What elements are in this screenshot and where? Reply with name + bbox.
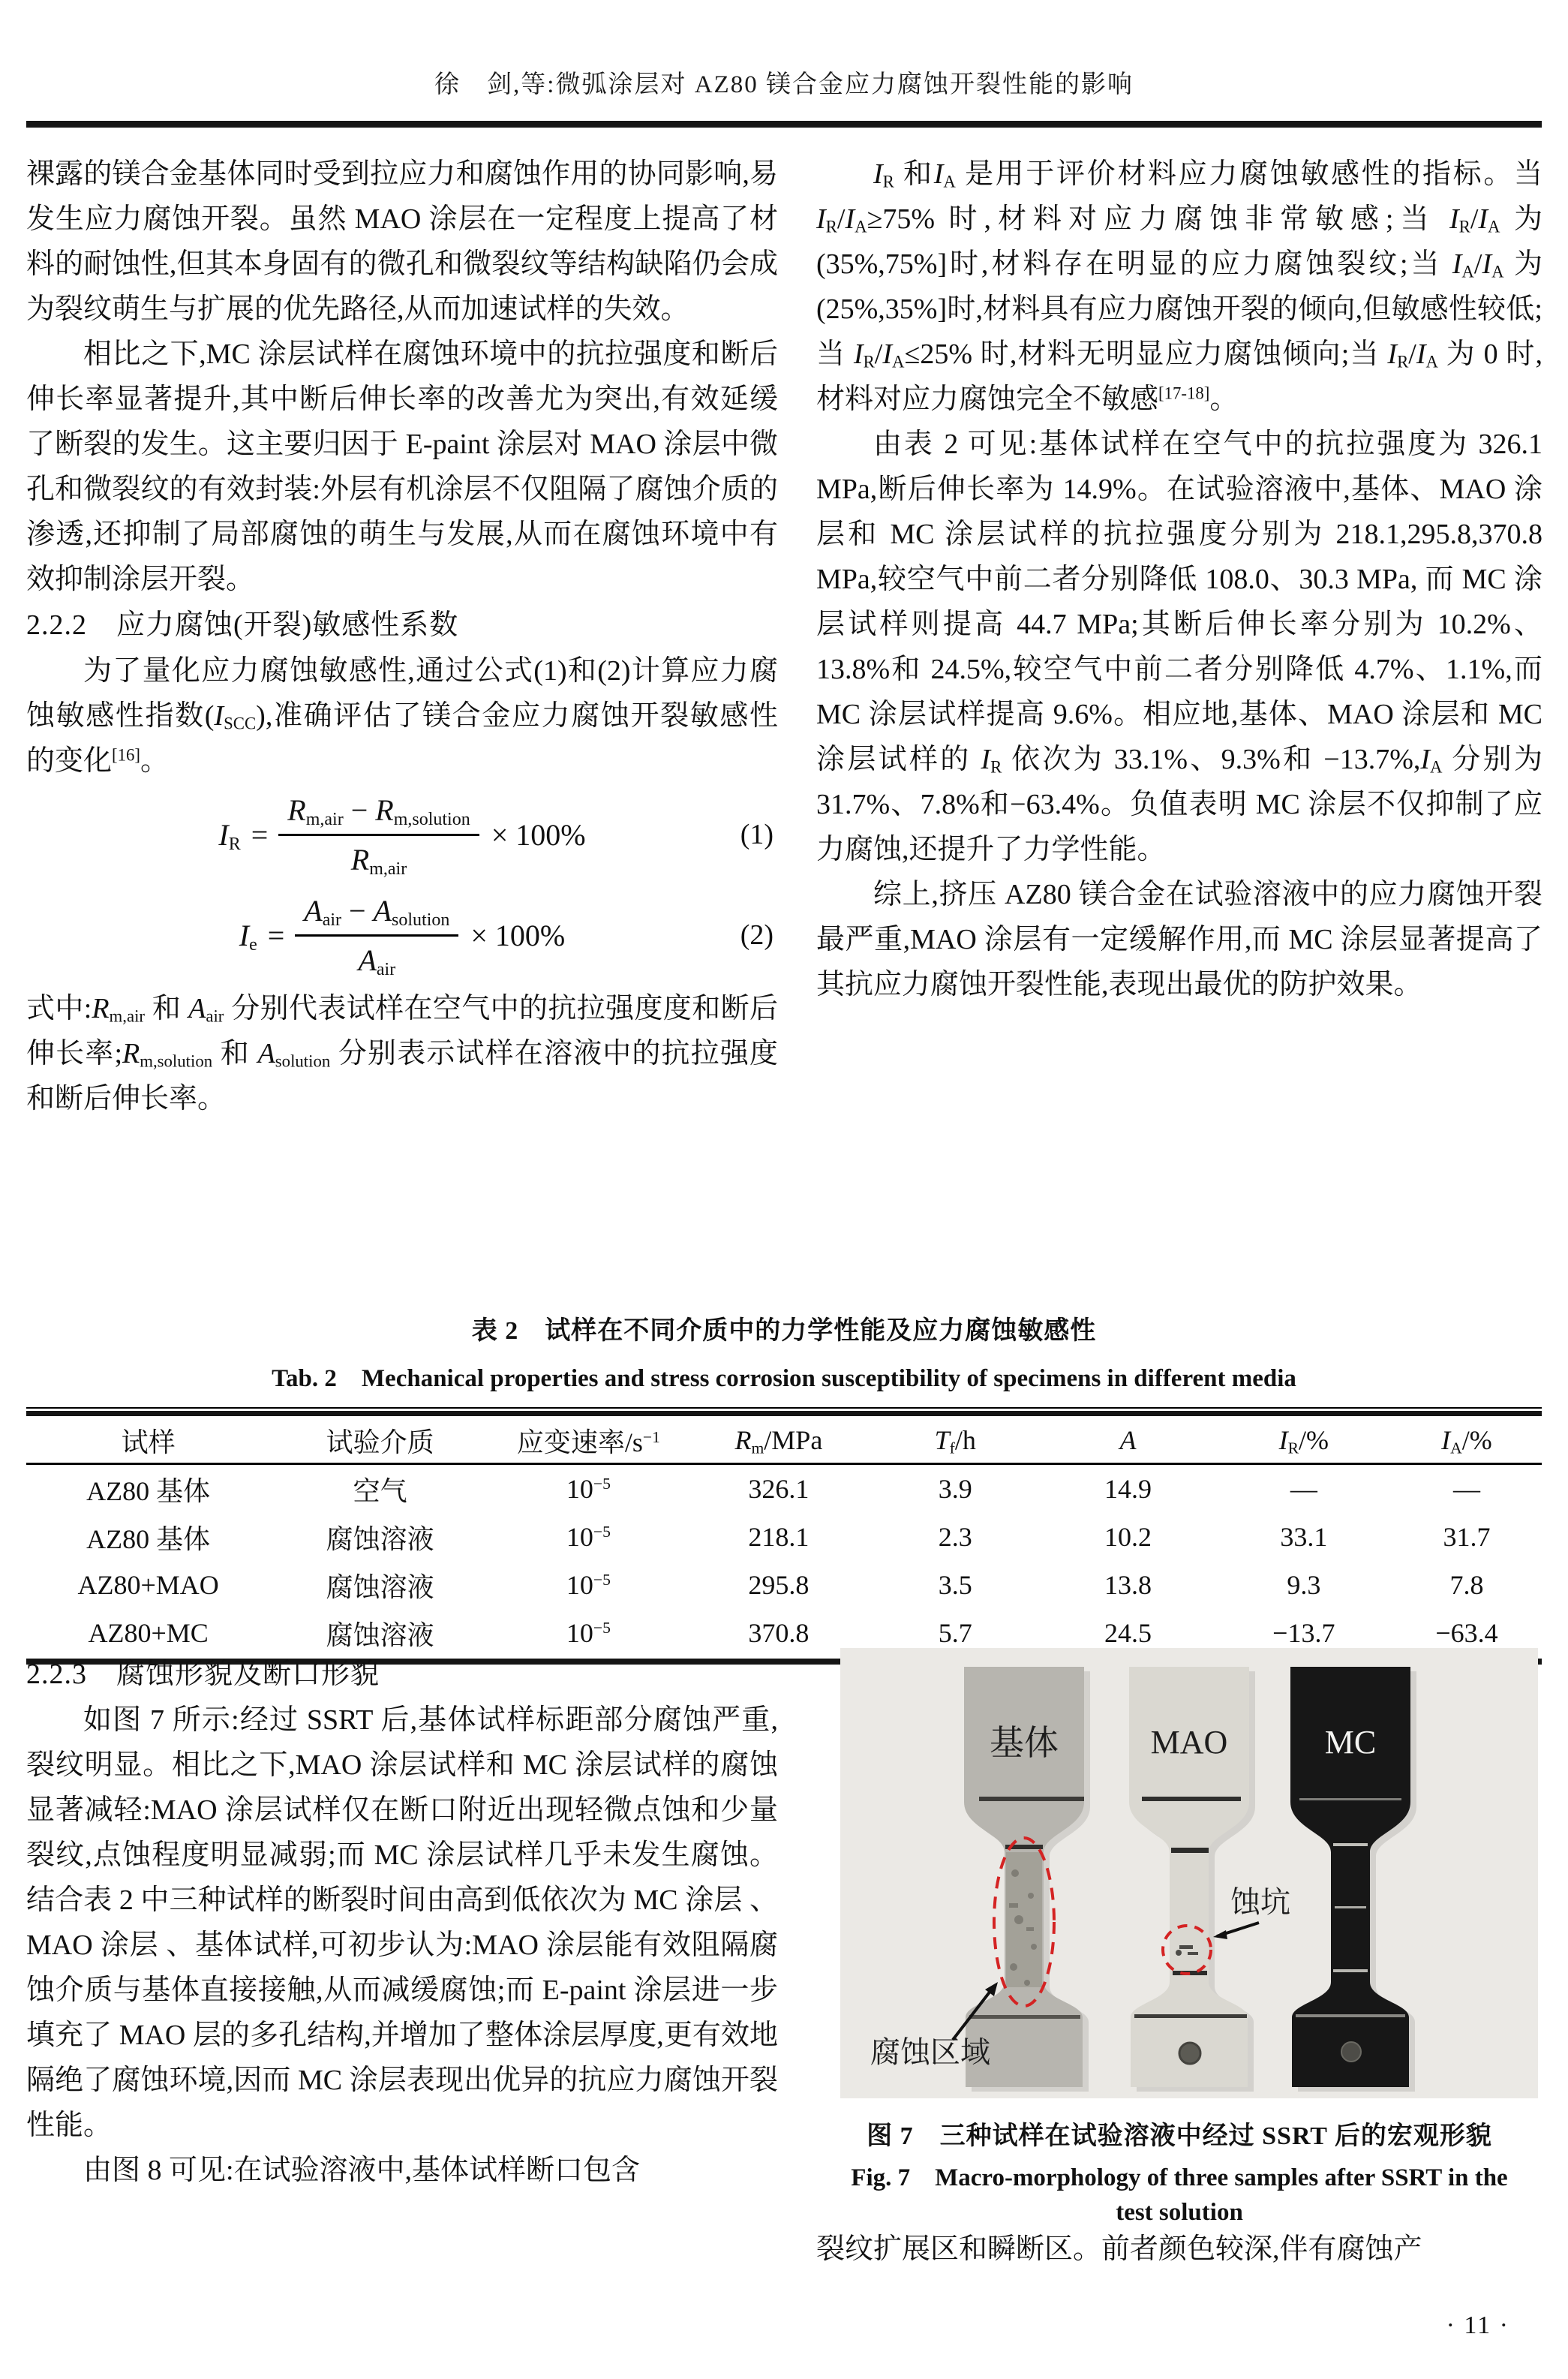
cell-a: 10.2 (1104, 1522, 1152, 1552)
equation-1-fraction (278, 792, 479, 877)
table-2-top-thick-rule (26, 1411, 1542, 1416)
mc-label: MC (1324, 1724, 1377, 1761)
cell-medium: 腐蚀溶液 (326, 1523, 434, 1554)
col-header-ia: $I_A/\%$ (1392, 1418, 1542, 1464)
cell-ia: −63.4 (1435, 1618, 1498, 1648)
header-rule (26, 121, 1542, 128)
equation-2-tail: × 100% (470, 918, 566, 952)
equation-1-lhs: $I_R$ (218, 817, 241, 854)
col-header-tf: $T_f/h$ (870, 1418, 1040, 1464)
mao-lower-grip-line (1134, 2014, 1247, 2018)
running-head: 徐 剑,等:微弧涂层对 AZ80 镁合金应力腐蚀开裂性能的影响 (434, 71, 1134, 98)
paragraph-continuation: 裸露的镁合金基体同时受到拉应力和腐蚀作用的协同影响,易发生应力腐蚀开裂。虽然 MAO 涂层在一定程度上提高了材料的耐蚀性,但其本身固有的微孔和微裂纹等结构缺陷仍会成为裂纹萌生与扩展的优先路径,从而加速试样的失效。 (26, 158, 778, 325)
cell-tf: 3.9 (938, 1474, 972, 1504)
cell-strain-rate: $10^{-5}$ (566, 1522, 611, 1552)
equation-1 (26, 785, 778, 884)
equation-2-equals: = (267, 918, 285, 952)
cell-rm: 326.1 (748, 1474, 810, 1504)
figure-7-caption-en-line2: test solution (1116, 2199, 1243, 2226)
paragraph-table2-analysis: 由表 2 可见:基体试样在空气中的抗拉强度为 326.1 MPa,断后伸长率为 14.9%。在试验溶液中,基体、MAO 涂层和 MC 涂层试样的抗拉强度分别为 218.1,295.8,370.8 MPa,较空气中前二者分别降低 108.0、30.3 MPa, 而 MC 涂层试样则提高 44.7 MPa;其断后伸长率分别为 10.2%、13.8%和 24.5%,较空气中前二者分别降低 4.7%、1.1%,而 MC 涂层试样提高 9.6%。相应地,基体、MAO 涂层和 MC 涂层试样的 $I_R$ 依次为 33.1%、9.3%和 $-13.7\%,I_A$ 分别为 31.7%、7.8%和−63.4%。负值表明 MC 涂层不仅抑制了应力腐蚀,还提升了力学性能。 (816, 429, 1542, 865)
cell-ia: — (1452, 1474, 1480, 1504)
right-column-top (816, 152, 1542, 1007)
paragraph-fig8-intro: 由图 8 可见:在试验溶液中,基体试样断口包含 (83, 2155, 641, 2186)
cell-ir: 33.1 (1280, 1522, 1328, 1552)
equation-1-numerator: $R_{m,air} - R_{m,solution}$ (278, 792, 479, 836)
paragraph-summary: 综上,挤压 AZ80 镁合金在试验溶液中的应力腐蚀开裂最严重,MAO 涂层有一定缓解作用,而 MC 涂层显著提高了其抗应力腐蚀开裂性能,表现出最优的防护效果。 (816, 879, 1542, 1000)
cell-strain-rate: $10^{-5}$ (566, 1618, 611, 1648)
table-2-grid (26, 1418, 1542, 1657)
cell-ir: — (1290, 1474, 1317, 1504)
col-header-ir: $I_R/\%$ (1216, 1418, 1392, 1464)
col-header-a: A (1040, 1418, 1215, 1464)
cell-ir: −13.7 (1272, 1618, 1335, 1648)
cell-ir: 9.3 (1287, 1570, 1321, 1600)
equation-2-numerator: $A_{air} - A_{solution}$ (295, 893, 458, 937)
paragraph-fracture-zones: 裂纹扩展区和瞬断区。前者颜色较深,伴有腐蚀产 (816, 2233, 1422, 2265)
equation-1-tail: × 100% (491, 817, 586, 852)
equation-2-number: (2) (740, 919, 773, 951)
cell-rm: 218.1 (748, 1522, 810, 1552)
table-2-caption-en: Tab. 2 Mechanical properties and stress corrosion susceptibility of specimens in different media (272, 1365, 1296, 1392)
equation-2 (26, 886, 778, 985)
cell-medium: 腐蚀溶液 (326, 1571, 434, 1602)
mao-grip-line (1142, 1797, 1241, 1801)
figure-7-photo (840, 1648, 1538, 2098)
table-row (26, 1464, 1542, 1514)
left-column-bottom (26, 1651, 778, 2193)
section-heading-2-2-3: 2.2.3 腐蚀形貌及断口形貌 (26, 1659, 380, 1690)
mao-label: MAO (1150, 1724, 1228, 1761)
equation-2-fraction (295, 893, 458, 978)
col-header-rm: $R_m$/MPa (687, 1418, 870, 1464)
cell-specimen: AZ80+MC (88, 1618, 209, 1648)
figure-7-svg (840, 1648, 1538, 2098)
table-row (26, 1561, 1542, 1609)
col-header-medium: 试验介质 (270, 1418, 490, 1464)
cell-rm: 370.8 (748, 1618, 810, 1648)
paragraph-symbol-definitions: 式中$:R_{m,air}$ 和 $A_{air}$ 分别代表试样在空气中的抗拉强度度和断后伸长率$;R_{m,solution}$ 和 $A_{solution}$ 分别表示试样在溶液中的抗拉强度和断后伸长率。 (26, 993, 778, 1114)
paragraph-fig7-discussion: 如图 7 所示:经过 SSRT 后,基体试样标距部分腐蚀严重,裂纹明显。相比之下,MAO 涂层试样和 MC 涂层试样的腐蚀显著减轻:MAO 涂层试样仅在断口附近出现轻微点蚀和少量裂纹,点蚀程度明显减弱;而 MC 涂层试样几乎未发生腐蚀。结合表 2 中三种试样的断裂时间由高到低依次为 MC 涂层 、MAO 涂层 、基体试样,可初步认为:MAO 涂层能有效阻隔腐蚀介质与基体直接接触,从而减缓腐蚀;而 E-paint 涂层进一步填充了 MAO 层的多孔结构,并增加了整体涂层厚度,更有效地隔绝了腐蚀环境,因而 MC 涂层表现出优异的抗应力腐蚀开裂性能。 (26, 1704, 778, 2141)
table-2-header-row (26, 1418, 1542, 1464)
cell-tf: 3.5 (938, 1570, 972, 1600)
substrate-label: 基体 (990, 1724, 1059, 1762)
cell-ia: 7.8 (1449, 1570, 1484, 1600)
equation-2-denominator: $A_{air}$ (358, 943, 396, 979)
equation-2-lhs: $I_e$ (239, 918, 257, 955)
figure-7-caption-en-line1: Fig. 7 Macro-morphology of three samples after SSRT in the (851, 2164, 1508, 2191)
page-number: · 11 · (1446, 2311, 1509, 2339)
cell-a: 13.8 (1104, 1570, 1152, 1600)
cell-a: 14.9 (1104, 1474, 1152, 1504)
paragraph-iscc-intro: 为了量化应力腐蚀敏感性,通过公式(1)和(2)计算应力腐蚀敏感性指数$(I_{SCC})$,准确评估了镁合金应力腐蚀开裂敏感性的变化[16]。 (26, 655, 778, 777)
cell-medium: 空气 (353, 1475, 407, 1506)
pit-annotation-label: 蚀坑 (1230, 1885, 1290, 1919)
cell-ia: 31.7 (1443, 1522, 1491, 1552)
section-heading-2-2-2: 2.2.2 应力腐蚀(开裂)敏感性系数 (26, 609, 459, 641)
equation-1-denominator: $R_{m,air}$ (350, 842, 407, 879)
mc-grip-hole (1341, 2042, 1361, 2062)
figure-7-caption-zh: 图 7 三种试样在试验溶液中经过 SSRT 后的宏观形貌 (867, 2122, 1492, 2150)
cell-tf: 5.7 (938, 1618, 972, 1648)
cell-strain-rate: $10^{-5}$ (566, 1570, 611, 1600)
cell-specimen: AZ80+MAO (77, 1570, 219, 1600)
col-header-strain-rate: 应变速率$/s^{-1}$ (490, 1418, 687, 1464)
paragraph-ir-ia-criteria: $I_R$ 和$I_A$ 是用于评价材料应力腐蚀敏感性的指标。当 $I_R/I_A\ge 75\%$ 时,材料对应力腐蚀非常敏感;当 $I_R/I_A$ 为(35%,75%]时,材料存在明显的应力腐蚀裂纹;当 $I_A/I_A$ 为(25%,35%]时,材料具有应力腐蚀开裂的倾向,但敏感性较低;当 $I_R/I_A\le 25\%$ 时,材料无明显应力腐蚀倾向;当 $I_R/I_A$ 为 0 时,材料对应力腐蚀完全不敏感[17-18]。 (816, 158, 1542, 415)
cell-medium: 腐蚀溶液 (326, 1620, 434, 1650)
table-row (26, 1513, 1542, 1561)
left-column-top (26, 152, 778, 1121)
corrosion-annotation-label: 腐蚀区域 (870, 2035, 990, 2069)
col-header-specimen: 试样 (26, 1418, 270, 1464)
cell-strain-rate: $10^{-5}$ (566, 1474, 611, 1504)
table-2-caption-zh: 表 2 试样在不同介质中的力学性能及应力腐蚀敏感性 (471, 1317, 1097, 1345)
substrate-grip-line (979, 1797, 1084, 1801)
equation-1-equals: = (251, 817, 269, 852)
substrate-lower-grip-line (969, 2015, 1080, 2019)
paragraph-mc-improvement: 相比之下,MC 涂层试样在腐蚀环境中的抗拉强度和断后伸长率显著提升,其中断后伸长率的改善尤为突出,有效延缓了断裂的发生。这主要归因于 E-paint 涂层对 MAO 涂层中微孔和微裂纹的有效封装:外层有机涂层不仅阻隔了腐蚀介质的渗透,还抑制了局部腐蚀的萌生与发展,从而在腐蚀环境中有效抑制涂层开裂。 (26, 338, 778, 595)
equation-1-number: (1) (740, 819, 773, 850)
cell-rm: 295.8 (748, 1570, 810, 1600)
cell-a: 24.5 (1104, 1618, 1152, 1648)
cell-tf: 2.3 (938, 1522, 972, 1552)
figure-7 (816, 1648, 1542, 2272)
mao-gauge-mark-upper (1171, 1848, 1209, 1853)
table-2 (26, 1310, 1542, 1665)
cell-specimen: AZ80 基体 (86, 1523, 211, 1554)
cell-specimen: AZ80 基体 (86, 1475, 211, 1506)
mao-grip-hole (1179, 2043, 1200, 2064)
